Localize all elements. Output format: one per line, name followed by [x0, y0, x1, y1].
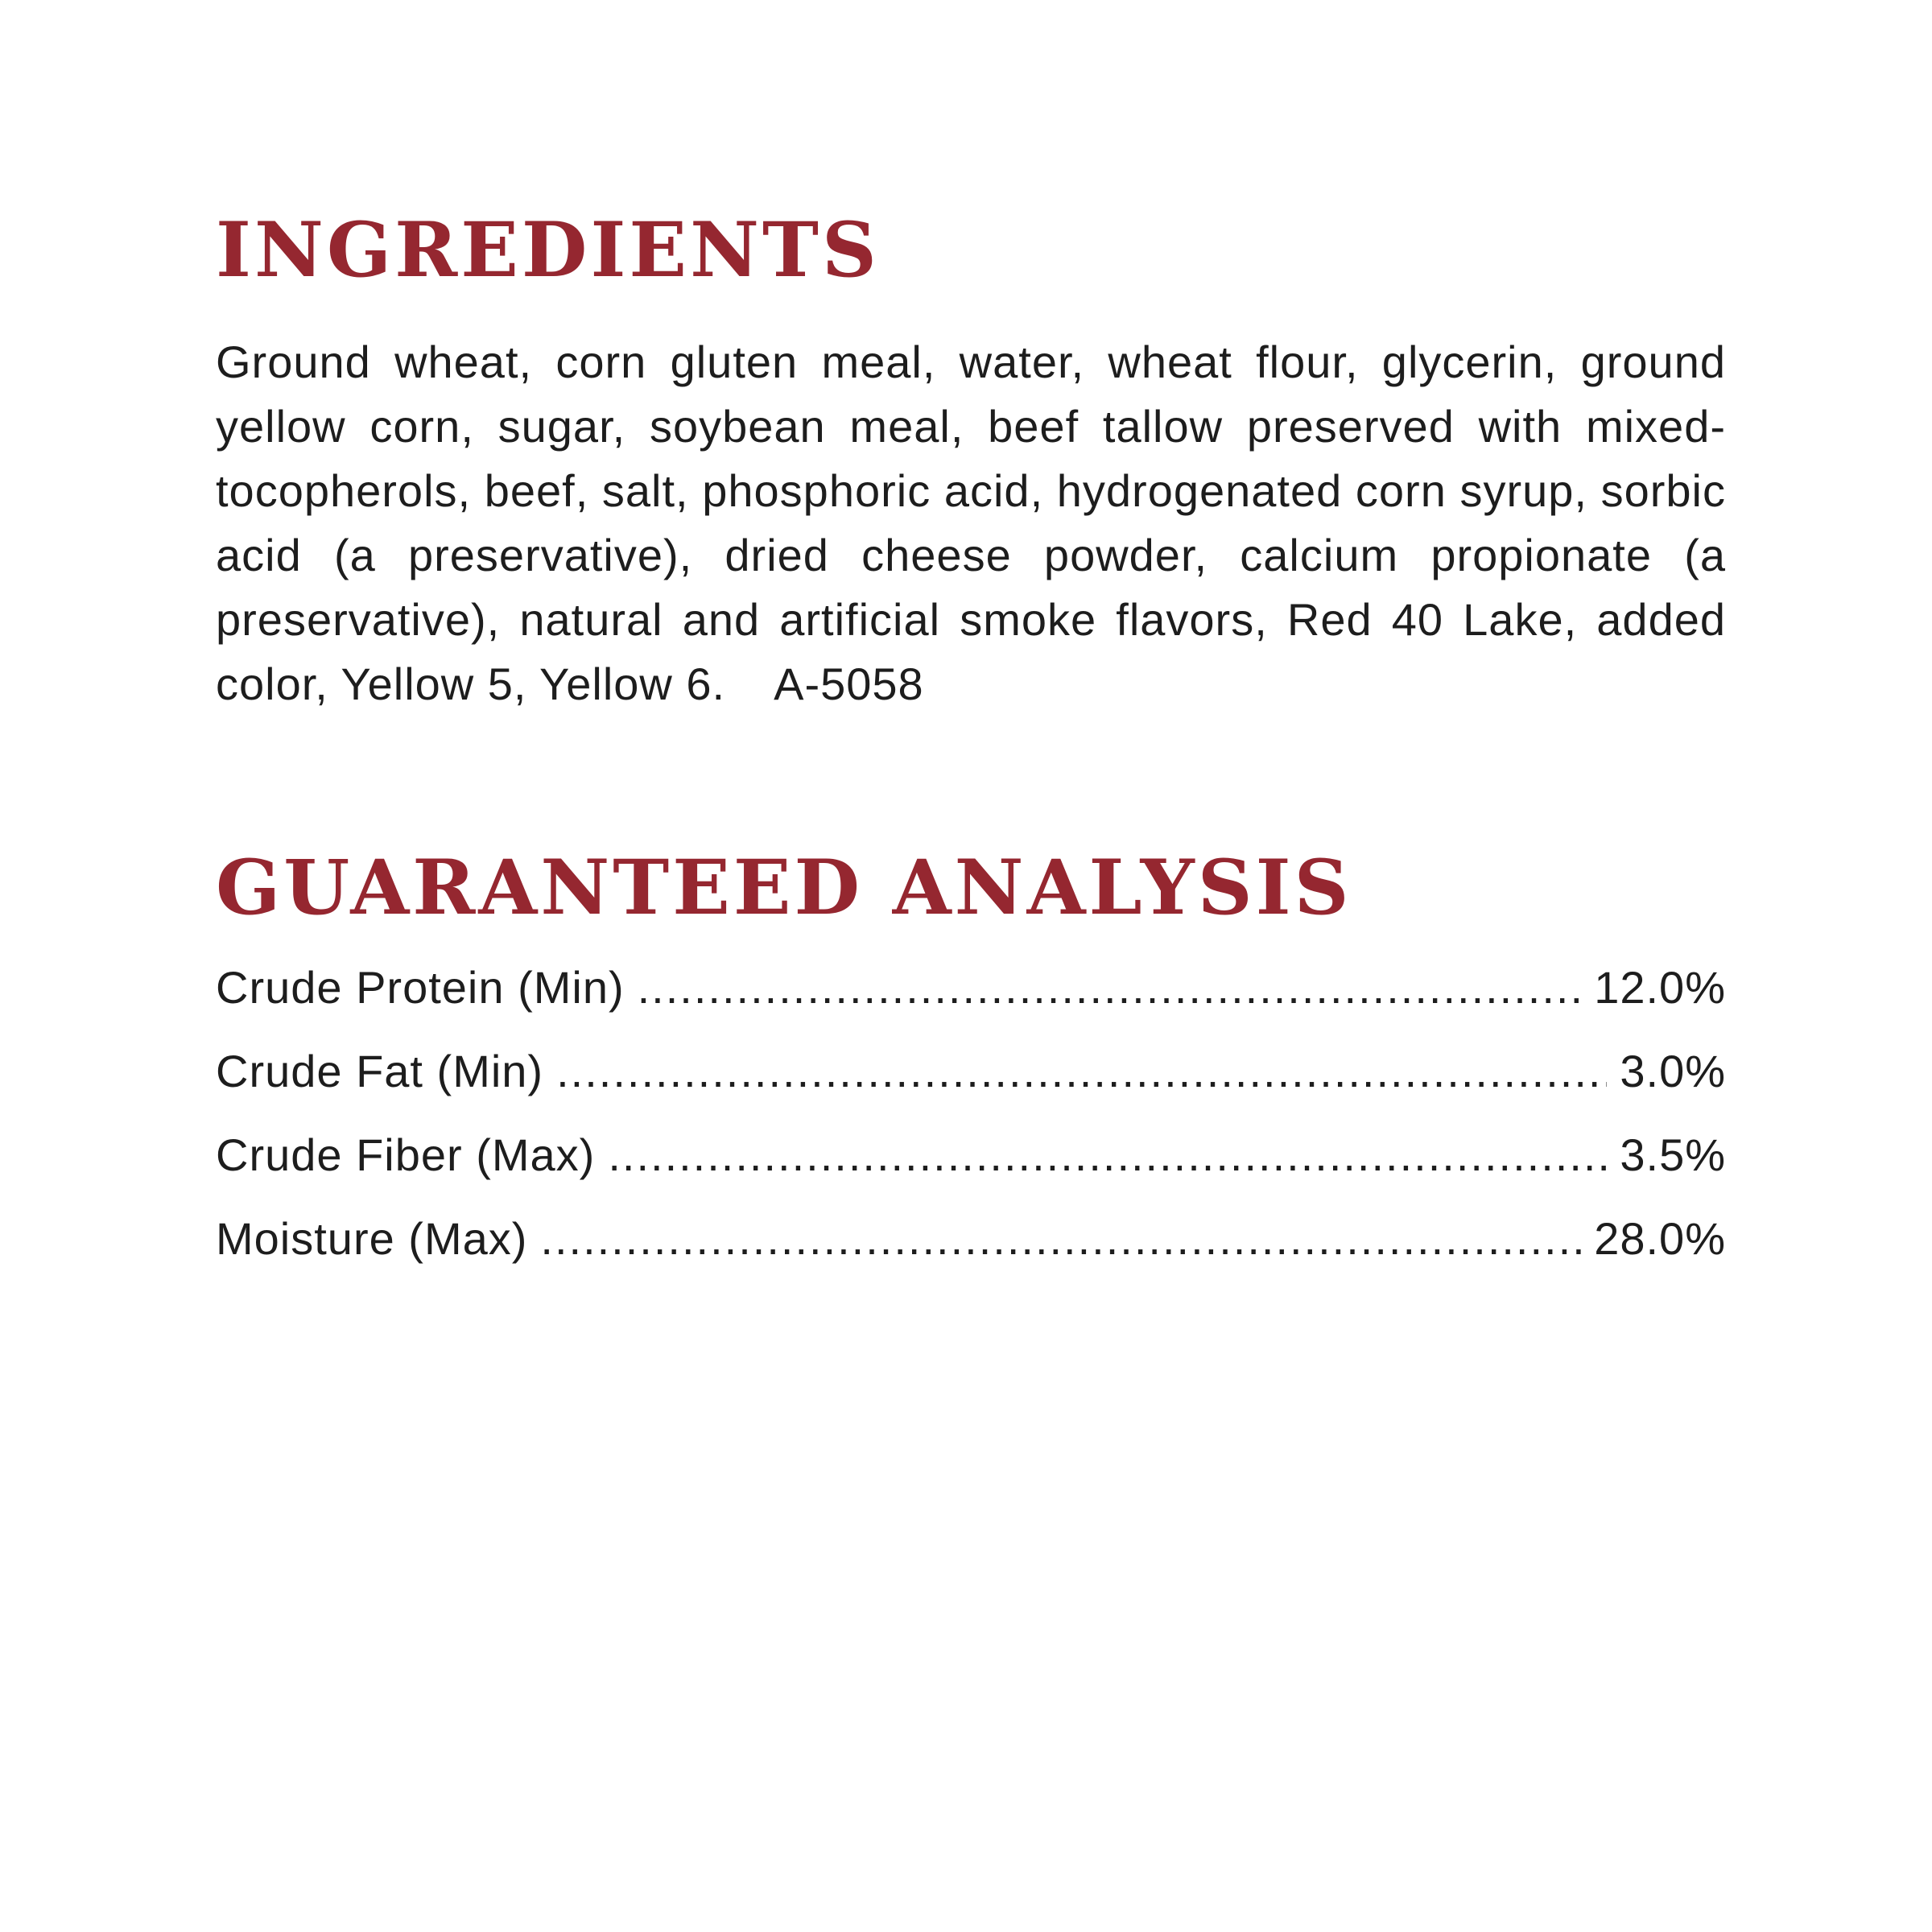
dot-leader: [638, 961, 1582, 1013]
analysis-label: Crude Fat (Min): [216, 1046, 544, 1096]
analysis-row-moisture: [216, 1212, 1726, 1296]
ingredients-heading: INGREDIENTS: [216, 206, 880, 295]
analysis-row-crude-fiber: [216, 1129, 1726, 1212]
guaranteed-analysis-heading: GUARANTEED ANALYSIS: [216, 844, 1352, 932]
analysis-label: Crude Fiber (Max): [216, 1129, 596, 1180]
dot-leader: [540, 1212, 1581, 1265]
analysis-row-crude-fat: [216, 1045, 1726, 1129]
dot-leader: [608, 1129, 1607, 1181]
analysis-value: 3.5%: [1620, 1129, 1726, 1180]
analysis-value: 3.0%: [1620, 1046, 1726, 1096]
guaranteed-analysis-list: [216, 961, 1726, 1296]
analysis-label: Crude Protein (Min): [216, 962, 625, 1013]
ingredients-list: Ground wheat, corn gluten meal, water, wheat flour, glycerin, ground yellow corn, sugar, soybean meal, beef tallow preserved with mixed-tocopherols, beef, salt, phosphoric acid, hydrogenated corn syrup, sorbic acid (a preservative), dried cheese powder, calcium propionate (a preservative), natural and artificial smoke flavors, Red 40 Lake, added color, Yellow 5, Yellow 6.: [216, 336, 1726, 709]
analysis-row-crude-protein: [216, 961, 1726, 1045]
dot-leader: [556, 1045, 1607, 1097]
ingredients-text: [216, 330, 1726, 716]
analysis-label: Moisture (Max): [216, 1213, 528, 1264]
analysis-value: 28.0%: [1594, 1213, 1726, 1264]
product-code: A-5058: [774, 658, 924, 709]
analysis-value: 12.0%: [1594, 962, 1726, 1013]
